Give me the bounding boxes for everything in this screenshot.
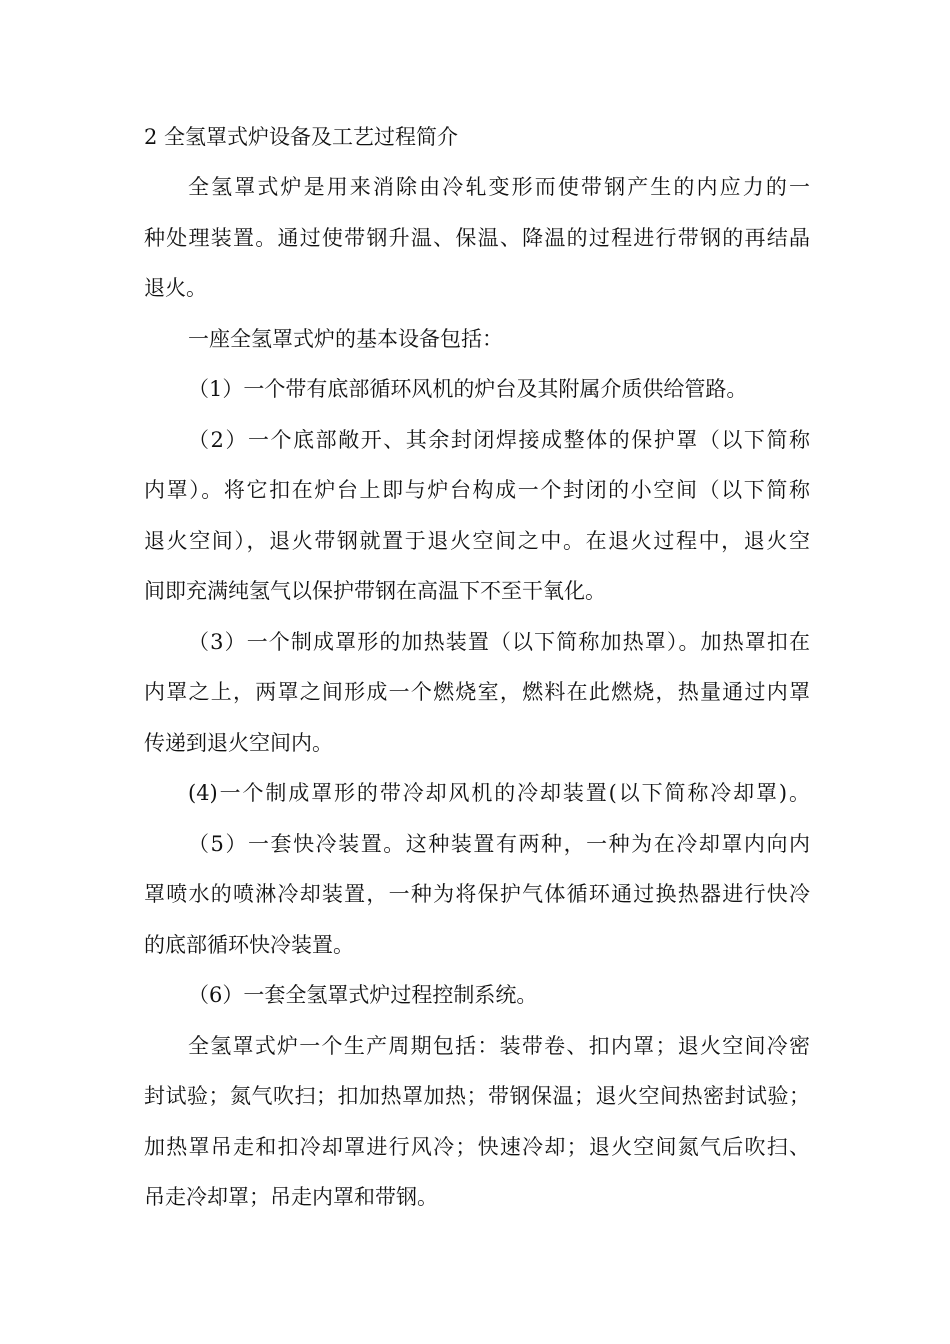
paragraph-line: 一座全氢罩式炉的基本设备包括：: [188, 326, 503, 351]
paragraph-equipment-intro: [144, 314, 810, 365]
paragraph-production-cycle: [144, 1021, 810, 1223]
list-item-2: [144, 415, 810, 617]
list-item-5: [144, 819, 810, 971]
paragraph-line: （3）一个制成罩形的加热装置（以下简称加热罩）。加热罩扣在: [188, 629, 810, 654]
document-page: [144, 112, 810, 1223]
list-item-6: [144, 970, 810, 1021]
section-heading: 2 全氢罩式炉设备及工艺过程简介: [144, 125, 459, 149]
paragraph-line: （6）一套全氢罩式炉过程控制系统。: [188, 983, 538, 1007]
paragraph-line: 退火空间），退火带钢就置于退火空间之中。在退火过程中，退火空: [144, 528, 810, 553]
paragraph-line: 间即充满纯氢气以保护带钢在高温下不至干氧化。: [144, 579, 606, 603]
paragraph-line: (4)一个制成罩形的带冷却风机的冷却装置(以下简称冷却罩)。: [188, 781, 810, 805]
paragraph-line: 全氢罩式炉是用来消除由冷轧变形而使带钢产生的内应力的一: [188, 175, 810, 199]
paragraph-line: 加热罩吊走和扣冷却罩进行风冷；快速冷却；退火空间氮气后吹扫、: [144, 1134, 810, 1159]
paragraph-line: 内罩之上，两罩之间形成一个燃烧室，燃料在此燃烧，热量通过内罩: [144, 680, 810, 704]
paragraph-line: 罩喷水的喷淋冷却装置，一种为将保护气体循环通过换热器进行快冷: [144, 882, 810, 906]
paragraph-line: （1）一个带有底部循环风机的炉台及其附属介质供给管路。: [188, 377, 748, 401]
paragraph-line: 退火。: [144, 276, 207, 300]
paragraph-line: 封试验；氮气吹扫；扣加热罩加热；带钢保温；退火空间热密封试验；: [144, 1084, 810, 1108]
list-item-3: [144, 617, 810, 769]
paragraph-line: （2）一个底部敞开、其余封闭焊接成整体的保护罩（以下简称: [188, 427, 810, 452]
paragraph-line: 的底部循环快冷装置。: [144, 932, 354, 957]
list-item-4: [144, 768, 810, 819]
paragraph-line: （5）一套快冷装置。这种装置有两种，一种为在冷却罩内向内: [188, 831, 810, 856]
paragraph-line: 吊走冷却罩；吊走内罩和带钢。: [144, 1185, 438, 1209]
paragraph-intro: [144, 162, 810, 314]
list-item-1: [144, 364, 810, 415]
paragraph-line: 内罩）。将它扣在炉台上即与炉台构成一个封闭的小空间（以下简称: [144, 478, 810, 502]
paragraph-line: 种处理装置。通过使带钢升温、保温、降温的过程进行带钢的再结晶: [144, 225, 810, 250]
paragraph-line: 全氢罩式炉一个生产周期包括：装带卷、扣内罩；退火空间冷密: [188, 1033, 810, 1058]
paragraph-line: 传递到退火空间内。: [144, 730, 333, 755]
